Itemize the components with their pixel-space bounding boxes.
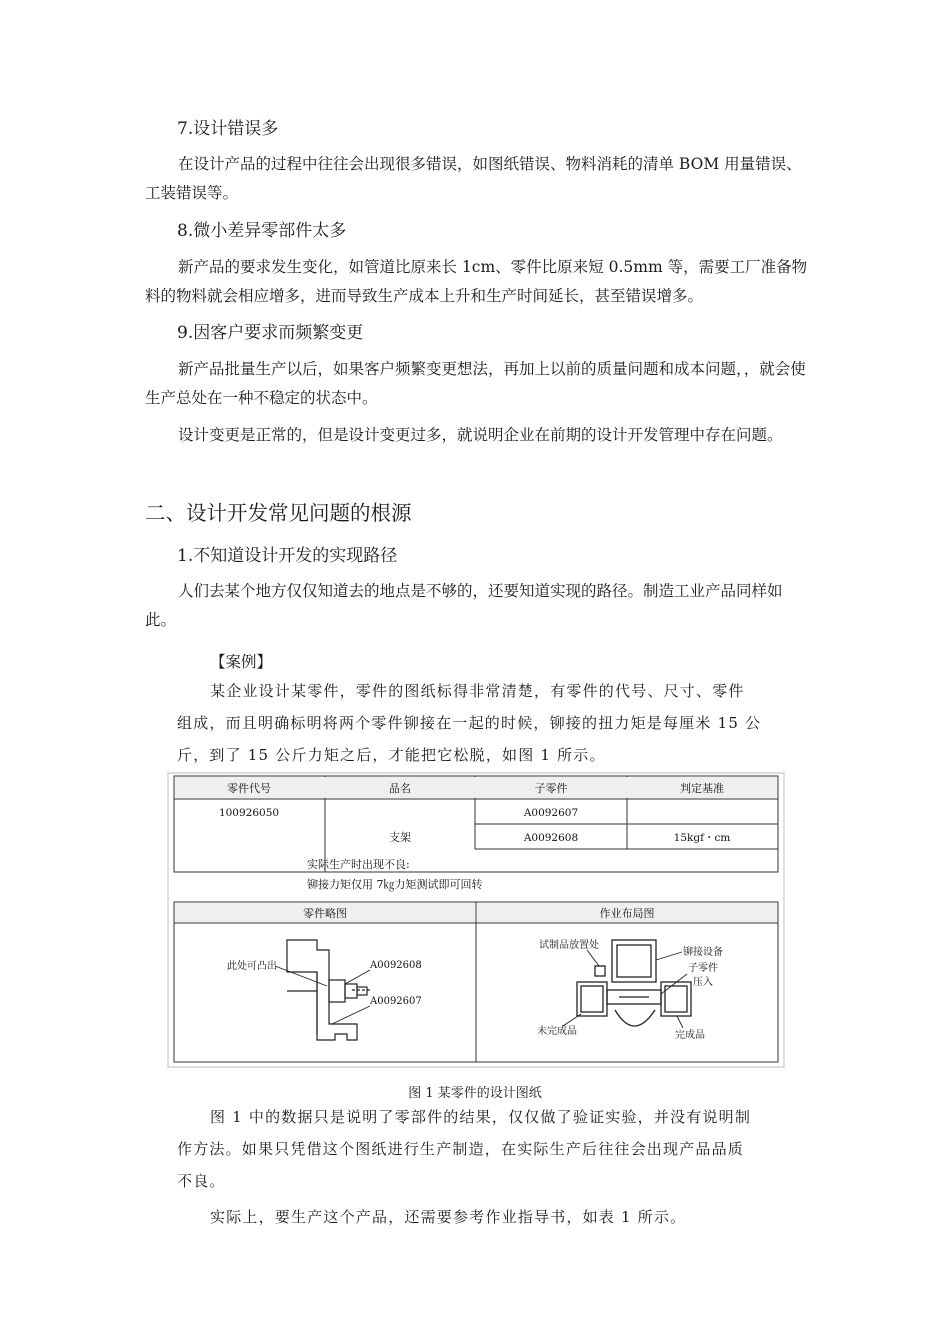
after-line-3: 不良。 — [177, 1172, 226, 1190]
subsection-1-body: 人们去某个地方仅仅知道去的地点是不够的，还要知道实现的路径。制造工业产品同样如此。 — [145, 582, 783, 629]
product-name: 支架 — [389, 831, 411, 844]
label-rivet: 铆接设备 — [683, 947, 723, 958]
case-line-1: 某企业设计某零件，零件的图纸标得非常清楚，有零件的代号、尺寸、零件 — [210, 682, 745, 700]
header-criterion: 判定基准 — [680, 782, 724, 795]
case-label: 【案例】 — [210, 653, 273, 671]
layout-title: 作业布局图 — [599, 907, 655, 920]
label-part-b: A0092607 — [370, 996, 422, 1007]
label-press: 压入 — [693, 977, 713, 988]
defect-note-1: 实际生产时出现不良: — [307, 858, 410, 871]
label-part-a: A0092608 — [370, 960, 422, 971]
section-9-body-1: 新产品批量生产以后，如果客户频繁变更想法，再加上以前的质量问题和成本问题，，就会使生产总处在一种不稳定的状态中。 — [145, 360, 806, 407]
chapter-title: 二、设计开发常见问题的根源 — [145, 501, 412, 525]
case-line-3: 斤，到了 15 公斤力矩之后，才能把它松脱，如图 1 所示。 — [177, 746, 606, 764]
header-part-no: 零件代号 — [227, 782, 271, 795]
after-line-1: 图 1 中的数据只是说明了零部件的结果，仅仅做了验证实验，并没有说明制 — [210, 1108, 752, 1126]
section-9-body-2: 设计变更是正常的，但是设计变更过多，就说明企业在前期的设计开发管理中存在问题。 — [178, 426, 783, 444]
label-bulge: 此处可凸出 — [227, 961, 277, 972]
case-line-2: 组成，而且明确标明将两个零件铆接在一起的时候，铆接的扭力矩是每厘米 15 公 — [177, 714, 762, 732]
after-line-4: 实际上，要生产这个产品，还需要参考作业指导书，如表 1 所示。 — [210, 1208, 687, 1226]
section-8-heading: 8.微小差异零部件太多 — [177, 221, 347, 241]
sketch-title: 零件略图 — [303, 907, 347, 920]
after-line-2: 作方法。如果只凭借这个图纸进行生产制造，在实际生产后往往会出现产品品质 — [177, 1140, 745, 1158]
header-product-name: 品名 — [389, 782, 411, 795]
label-subpart: 子零件 — [688, 963, 718, 974]
header-sub-part: 子零件 — [534, 782, 568, 795]
figure-caption: 图 1 某零件的设计图纸 — [408, 1086, 542, 1101]
defect-note-2: 铆接力矩仅用 7㎏力矩测试即可回转 — [307, 878, 483, 891]
label-trial: 试制品放置处 — [539, 940, 599, 951]
section-8-body: 新产品的要求发生变化，如管道比原来长 1cm、零件比原来短 0.5mm 等，需要工厂准备物料的物料就会相应增多，进而导致生产成本上升和生产时间延长，甚至错误增多。 — [145, 258, 808, 305]
section-7-body: 在设计产品的过程中往往会出现很多错误，如图纸错误、物料消耗的清单 BOM 用量错误、工装错误等。 — [145, 155, 802, 202]
sub-part-2: A0092608 — [523, 832, 579, 844]
label-unfinished: 未完成品 — [537, 1026, 577, 1037]
sub-part-1: A0092607 — [523, 807, 579, 819]
section-7-heading: 7.设计错误多 — [177, 119, 279, 139]
figure-1-drawing — [167, 772, 785, 1068]
section-9-heading: 9.因客户要求而频繁变更 — [177, 323, 364, 343]
subsection-1-heading: 1.不知道设计开发的实现路径 — [177, 546, 398, 566]
part-number: 100926050 — [218, 807, 280, 819]
criterion-value: 15kgf・cm — [673, 832, 731, 844]
label-finished: 完成品 — [675, 1030, 705, 1041]
